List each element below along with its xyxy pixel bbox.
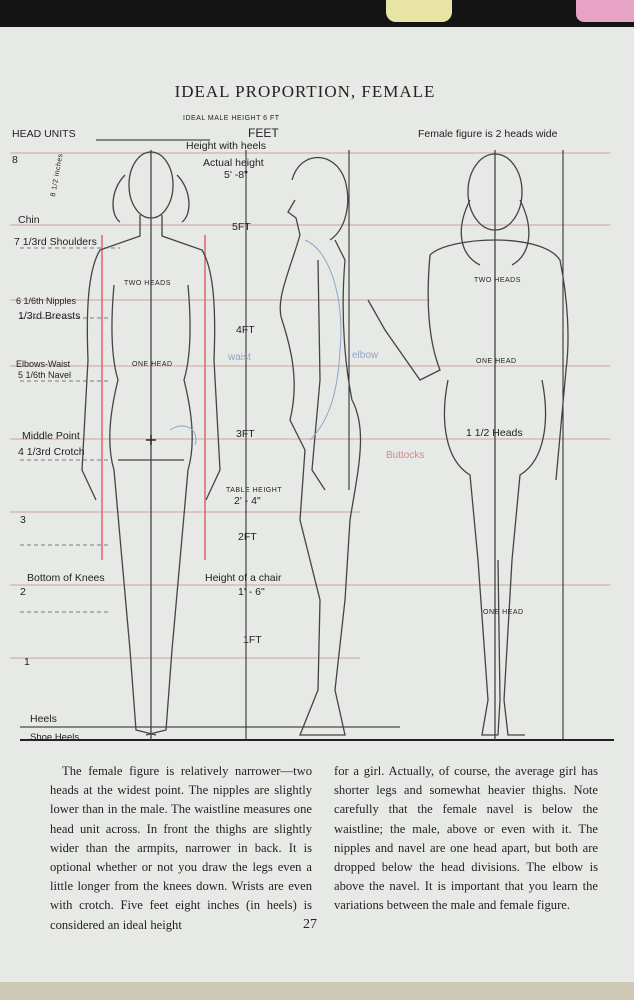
head-units-label: HEAD UNITS — [12, 128, 76, 140]
table-height-value: 2' - 4" — [234, 495, 261, 507]
table-height-label: TABLE HEIGHT — [226, 487, 283, 494]
head-unit-3: 3 — [20, 514, 26, 526]
page-number: 27 — [303, 917, 317, 932]
actual-height-value: 5' -8" — [224, 169, 248, 181]
one-head-back-note: ONE HEAD — [476, 358, 517, 365]
measuring-scales — [20, 140, 614, 740]
back-figure — [368, 150, 568, 740]
chair-height-value: 1' - 6" — [238, 586, 265, 598]
three-ft-mark: 3FT — [236, 428, 255, 440]
heels-label: Heels — [30, 713, 57, 725]
head-unit-1: 1 — [24, 656, 30, 668]
one-head-front-note: ONE HEAD — [132, 361, 173, 368]
two-ft-mark: 2FT — [238, 531, 257, 543]
nipples-label: 6 1/6th Nipples — [16, 296, 77, 306]
one-half-heads-note: 1 1/2 Heads — [466, 427, 523, 439]
two-heads-back-note: TWO HEADS — [474, 277, 521, 284]
actual-height-label: Actual height — [203, 157, 264, 169]
shoulders-label: 7 1/3rd Shoulders — [14, 236, 97, 248]
center-cross — [146, 435, 156, 445]
waist-note: waist — [228, 352, 251, 363]
side-figure — [280, 158, 360, 736]
eight-and-half-inches: 8 1/2 inches — [50, 152, 65, 198]
figure-width-note: Female figure is 2 heads wide — [418, 128, 558, 140]
chin-label: Chin — [18, 214, 40, 226]
navel-label: 5 1/6th Navel — [18, 370, 72, 380]
male-height-note: IDEAL MALE HEIGHT 6 FT — [183, 115, 280, 122]
feet-label: FEET — [248, 126, 279, 140]
page-title: IDEAL PROPORTION, FEMALE — [174, 82, 436, 101]
buttocks-note: Buttocks — [386, 450, 425, 461]
head-unit-8: 8 — [12, 154, 18, 166]
two-heads-front-note: TWO HEADS — [124, 280, 171, 287]
one-ft-mark: 1FT — [243, 634, 262, 646]
head-unit-2: 2 — [20, 586, 26, 598]
chair-height-label: Height of a chair — [205, 572, 282, 584]
bottom-of-knees-label: Bottom of Knees — [27, 572, 105, 584]
elbow-note: elbow — [352, 350, 379, 361]
body-text-right-column: for a girl. Actually, of course, the average girl has shorter legs and somewhat heavier thighs. Note carefully that the female navel is below the waistline; the male, above or even with it. The nipples and navel are one head apart, but both are dropped below the head divisions. The elbow is above the navel. It is important that you learn the variations between the male and female figure. — [334, 764, 598, 913]
height-with-heels-label: Height with heels — [186, 140, 266, 152]
blue-sketch-lines — [170, 240, 341, 445]
one-head-calf-note: ONE HEAD — [483, 609, 524, 616]
breasts-label: 1/3rd Breasts — [18, 310, 81, 322]
shoe-heels-label: Shoe Heels — [30, 732, 80, 743]
crotch-label: 4 1/3rd Crotch — [18, 446, 85, 458]
five-ft-mark: 5FT — [232, 221, 251, 233]
middle-point-label: Middle Point — [22, 430, 80, 442]
body-text-left-column: The female figure is relatively narrower—two heads at the widest point. The nipples are slightly lower than in the male. The waistline measures one head unit across. In front the thighs are slightly wider than the armpits, narrower in back. It is optional whether or not you draw the legs even a little longer from the knees down. Wrists are even with crotch. Five feet eight inches (in heels) is considered an ideal height — [50, 764, 312, 932]
four-ft-mark: 4FT — [236, 324, 255, 336]
elbows-waist-label: Elbows-Waist — [16, 359, 71, 369]
